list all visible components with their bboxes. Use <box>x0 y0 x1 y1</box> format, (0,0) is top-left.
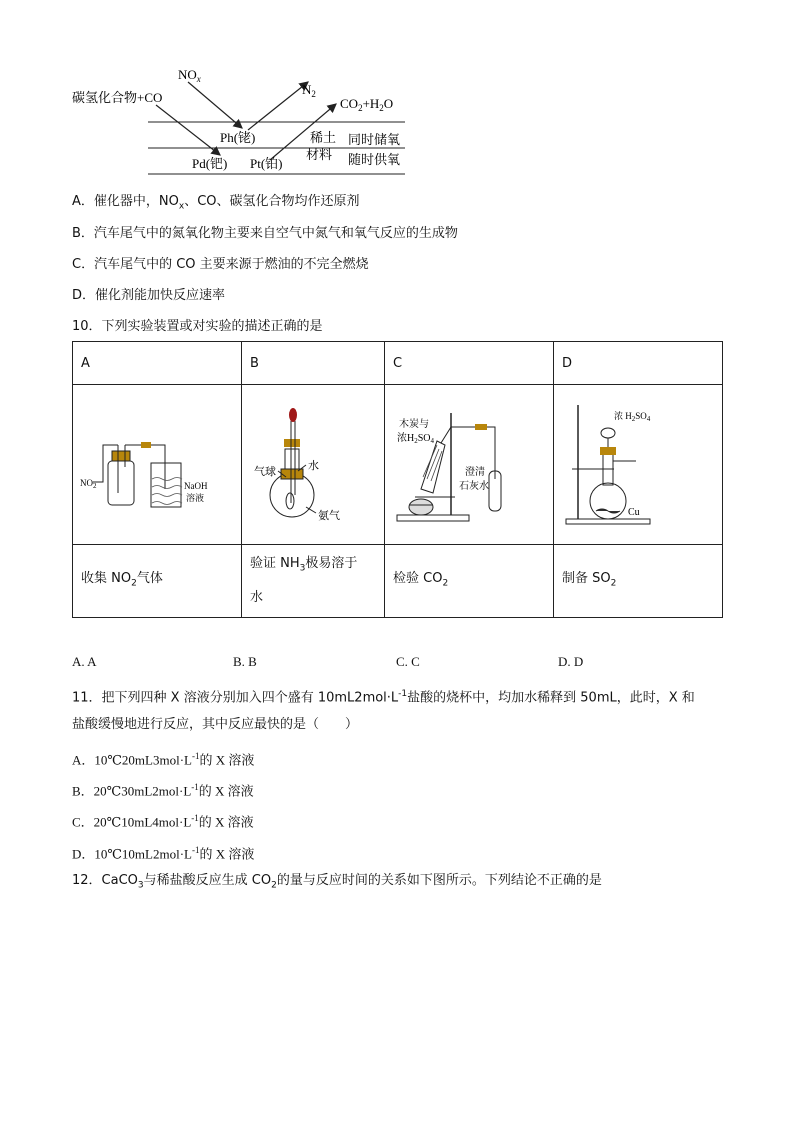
desc-b-line2: 水 <box>250 590 264 606</box>
q12-sub1: 3 <box>137 880 144 891</box>
q11-a-pre: A．10℃20mL3mol·L <box>72 752 192 768</box>
q10-answer-row <box>0 654 794 672</box>
label-c-clear: 澄清 <box>465 467 485 478</box>
q11-option-b <box>72 779 254 799</box>
table-description-row <box>73 545 723 618</box>
header-b: B <box>242 342 385 385</box>
label-pt: Pt(铂) <box>250 156 283 171</box>
desc-d-sub: 2 <box>610 578 617 589</box>
table-image-row <box>73 385 723 545</box>
desc-a-sub: 2 <box>131 578 137 589</box>
q12-stem <box>72 873 602 894</box>
apparatus-c-cell <box>385 385 554 545</box>
label-c-limewater: 石灰水 <box>459 481 489 492</box>
arrow-ph-to-n2 <box>248 82 308 130</box>
q11-b-sup: -1 <box>191 782 199 792</box>
label-d-cu: Cu <box>628 507 640 518</box>
desc-b-prefix: 验证 NH <box>250 555 300 571</box>
label-rare-earth-1: 稀土 <box>310 130 337 145</box>
q10-answer-a: A. A <box>72 654 97 669</box>
label-c-charcoal: 木炭与 <box>399 419 429 430</box>
q10-answer-d: D. D <box>558 654 584 669</box>
apparatus-d-cell <box>554 385 723 545</box>
q11-c-pre: C．20℃10mL4mol·L <box>72 814 192 830</box>
apparatus-a-gas-bottle <box>73 385 241 540</box>
desc-c-sub: 2 <box>442 578 449 589</box>
desc-b-suffix: 极易溶于 <box>305 555 358 571</box>
label-d-acid: 浓 $H_2SO_4$ <box>614 411 651 423</box>
label-ph: Ph(铑) <box>220 130 256 145</box>
desc-b-sub: 3 <box>299 563 306 574</box>
label-supply-oxygen: 随时供氧 <box>348 152 401 167</box>
label-a-no2: $NO_2$ <box>80 478 97 490</box>
desc-c <box>385 545 554 618</box>
q11-c-sup: -1 <box>191 813 199 823</box>
q11-option-c <box>72 810 254 830</box>
q12-mid: 与稀盐酸反应生成 CO <box>143 873 272 888</box>
table-header-row <box>73 342 723 385</box>
label-n2: $N_2$ <box>302 82 316 99</box>
q11-stem-line-2: 盐酸缓慢地进行反应，其中反应最快的是（ ） <box>72 717 359 732</box>
q9-option-d: D．催化剂能加快反应速率 <box>72 288 226 303</box>
apparatus-b-cell <box>242 385 385 545</box>
desc-a-prefix: 收集 NO <box>81 570 132 586</box>
q9-option-b: B．汽车尾气中的氮氧化物主要来自空气中氮气和氧气反应的生成物 <box>72 226 458 241</box>
q11-option-a <box>72 748 254 768</box>
apparatus-a-cell <box>73 385 242 545</box>
apparatus-b-fountain-flask <box>242 385 376 540</box>
label-nox: $NO_x$ <box>178 67 201 84</box>
apparatus-c-heating-setup <box>385 385 553 540</box>
q11-d-post: 的 X 溶液 <box>199 846 255 862</box>
label-pd: Pd(钯) <box>192 156 228 171</box>
q10-stem: 10．下列实验装置或对实验的描述正确的是 <box>72 319 323 334</box>
label-a-naoh: NaOH <box>184 481 208 491</box>
q11-d-pre: D．10℃10mL2mol·L <box>72 846 192 862</box>
q9-a-prefix: A．催化器中，NO <box>72 194 179 209</box>
q12-pre: 12．CaCO <box>72 873 138 888</box>
q12-sub2: 2 <box>271 880 277 891</box>
q9-a-sub: x <box>178 201 185 212</box>
label-a-solution: 溶液 <box>186 493 205 503</box>
q9-option-a <box>72 194 360 215</box>
q10-answer-b: B. B <box>233 654 257 669</box>
q11-stem-line-1 <box>72 686 695 706</box>
q10-apparatus-table <box>72 341 723 618</box>
header-c: C <box>385 342 554 385</box>
arrow-nox-to-ph <box>188 82 242 128</box>
header-d: D <box>554 342 723 385</box>
q10-answer-c: C. C <box>396 654 420 669</box>
apparatus-d-distillation-flask <box>554 385 722 540</box>
q11-option-d <box>72 842 254 862</box>
q11-a-sup: -1 <box>191 751 200 761</box>
catalytic-converter-diagram <box>60 60 420 185</box>
q9-a-suffix: 、CO、碳氢化合物均作还原剂 <box>184 194 360 209</box>
label-b-water: 水 <box>308 460 319 472</box>
q11-c-post: 的 X 溶液 <box>198 814 254 830</box>
label-c-acid: 浓$H_2SO_4$ <box>397 433 435 445</box>
header-a: A <box>73 342 242 385</box>
desc-d <box>554 545 723 618</box>
label-reactants: 碳氢化合物+CO <box>72 90 163 105</box>
label-store-oxygen: 同时储氧 <box>348 132 401 147</box>
desc-c-prefix: 检验 CO <box>393 570 443 586</box>
label-b-ammonia: 氨气 <box>318 510 340 522</box>
q11-d-sup: -1 <box>191 845 200 855</box>
q12-post: 的量与反应时间的关系如下图所示。下列结论不正确的是 <box>276 873 602 888</box>
q11-b-pre: B．20℃30mL2mol·L <box>72 783 192 799</box>
label-b-balloon: 气球 <box>254 466 276 478</box>
desc-a-suffix: 气体 <box>136 570 163 586</box>
desc-b <box>242 545 385 618</box>
q11-stem-pre: 11．把下列四种 X 溶液分别加入四个盛有 10mL2mol·L <box>72 690 399 706</box>
desc-d-prefix: 制备 SO <box>562 570 611 586</box>
q11-stem-post: 盐酸的烧杯中，均加水稀释到 50mL，此时，X 和 <box>407 690 695 706</box>
q11-a-post: 的 X 溶液 <box>199 752 255 768</box>
q9-option-c: C．汽车尾气中的 CO 主要来源于燃油的不完全燃烧 <box>72 257 369 272</box>
q11-b-post: 的 X 溶液 <box>198 783 254 799</box>
label-co2-h2o: $CO_2+H_2O$ <box>340 96 394 113</box>
q11-stem-sup: -1 <box>398 689 408 699</box>
desc-a <box>73 545 242 618</box>
label-rare-earth-2: 材料 <box>306 147 333 162</box>
